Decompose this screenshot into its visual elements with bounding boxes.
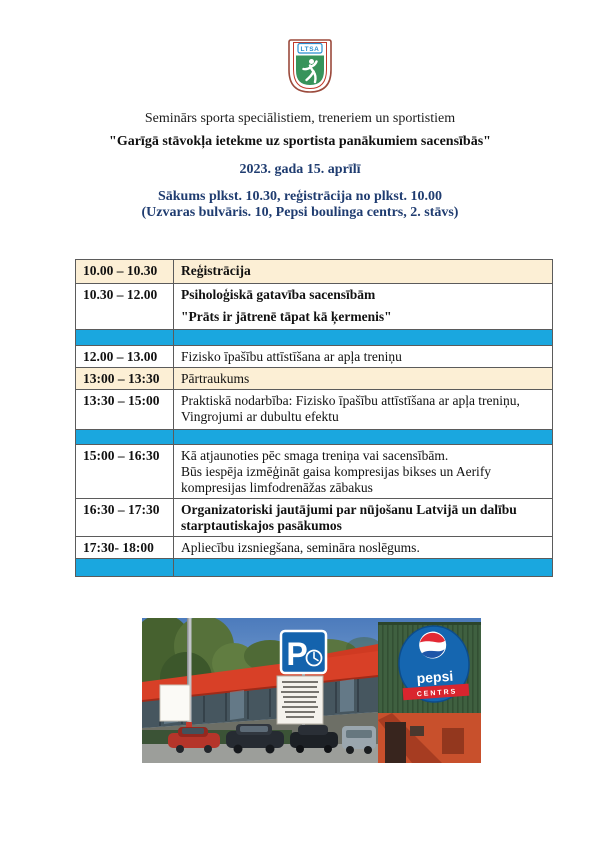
- schedule-row: [76, 284, 553, 330]
- spacer-row: [76, 559, 553, 577]
- schedule-row: [76, 368, 553, 390]
- time-cell: 10.00 – 10.30: [76, 260, 174, 284]
- topic-line: Praktiskā nodarbība: Fizisko īpašību attīstīšana ar apļa treniņu,: [181, 393, 520, 408]
- topic-line: Psiholoģiskā gatavība sacensībām: [181, 287, 376, 302]
- entrance-block: [378, 713, 481, 763]
- pepsi-text: pepsi: [416, 667, 454, 687]
- centrs-text: C E N T R S: [416, 688, 456, 699]
- info-sign: [277, 676, 323, 724]
- schedule-row: [76, 537, 553, 559]
- topic-cell: [174, 260, 553, 284]
- spacer-row: [76, 330, 553, 346]
- schedule-row: [76, 346, 553, 368]
- topic-cell: [174, 537, 553, 559]
- topic-line: Apliecību izsniegšana, semināra noslēgums.: [181, 540, 420, 555]
- time-cell: 13:30 – 15:00: [76, 390, 174, 430]
- seminar-subtitle: "Garīgā stāvokļa ietekme uz sportista panākumiem sacensībās": [109, 134, 491, 149]
- topic-line: Kā atjaunoties pēc smaga treniņa vai sacensībām.: [181, 448, 449, 463]
- time-cell: 12.00 – 13.00: [76, 346, 174, 368]
- parking-letter: P: [286, 636, 308, 672]
- topic-line: Pārtraukums: [181, 371, 250, 386]
- time-cell: 15:00 – 16:30: [76, 445, 174, 499]
- schedule-row: [76, 499, 553, 537]
- time-cell: 16:30 – 17:30: [76, 499, 174, 537]
- schedule-row: [76, 445, 553, 499]
- schedule-row: [76, 260, 553, 284]
- spacer-row: [76, 430, 553, 445]
- venue-photo-illustration: [142, 618, 481, 763]
- topic-line: Organizatoriski jautājumi par nūjošanu Latvijā un dalību: [181, 502, 517, 517]
- topic-cell: [174, 368, 553, 390]
- topic-line: starptautiskajos pasākumos: [181, 518, 342, 533]
- schedule-row: [76, 390, 553, 430]
- seminar-title: Seminārs sporta speciālistiem, treneriem un sportistiem: [144, 111, 456, 126]
- venue-line: (Uzvaras bulvāris. 10, Pepsi boulinga centrs, 2. stāvs): [141, 205, 459, 220]
- topic-cell: [174, 390, 553, 430]
- topic-cell: [174, 445, 553, 499]
- pole-sign: [160, 685, 190, 721]
- spacer-cell: [76, 330, 174, 346]
- spacer-cell: [174, 330, 553, 346]
- venue-photo: [142, 618, 481, 763]
- time-cell: 10.30 – 12.00: [76, 284, 174, 330]
- shield-logo-icon: [287, 38, 333, 95]
- spacer-cell: [76, 430, 174, 445]
- time-cell: 17:30- 18:00: [76, 537, 174, 559]
- topic-line: Vingrojumi ar dubultu efektu: [181, 409, 339, 424]
- entrance-door: [385, 722, 406, 763]
- topic-cell: [174, 284, 553, 330]
- topic-cell: [174, 499, 553, 537]
- time-cell: 13:00 – 13:30: [76, 368, 174, 390]
- topic-cell: [174, 346, 553, 368]
- topic-line: Būs iespēja izmēģināt gaisa kompresijas bikses un Aerify: [181, 464, 492, 479]
- ltsa-logo: [287, 38, 333, 95]
- logo-acronym-text: LTSA: [300, 46, 320, 53]
- spacer-cell: [174, 559, 553, 577]
- spacer-cell: [174, 430, 553, 445]
- spacer-cell: [76, 559, 174, 577]
- start-time-line: Sākums plkst. 10.30, reģistrācija no plkst. 10.00: [157, 189, 443, 204]
- topic-line: "Prāts ir jātrenē tāpat kā ķermenis": [181, 309, 392, 324]
- topic-line: Fizisko īpašību attīstīšana ar apļa treniņu: [181, 349, 402, 364]
- seminar-date: 2023. gada 15. aprīlī: [239, 162, 361, 177]
- topic-line: kompresijas limfodrenāžas zābakus: [181, 480, 373, 495]
- topic-line: Reģistrācija: [181, 263, 251, 278]
- schedule-table: [75, 259, 553, 577]
